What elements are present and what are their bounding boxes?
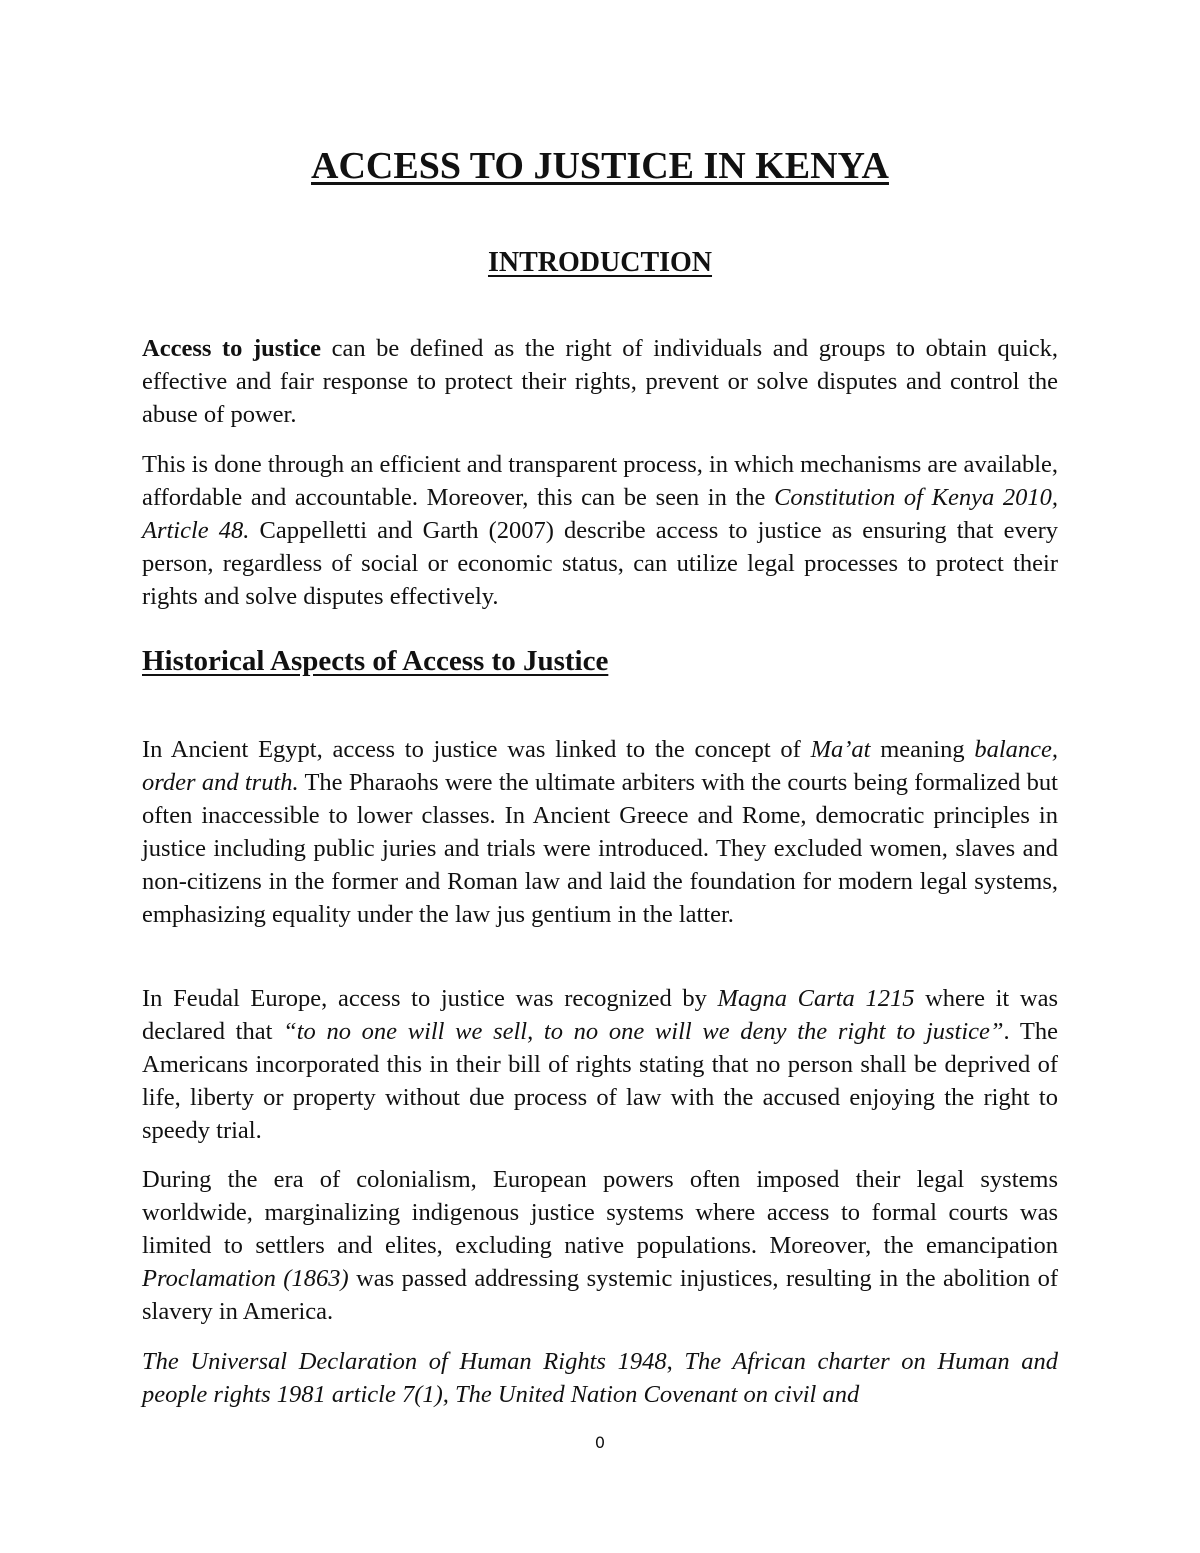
text-run: This is done through an efficient and transparent process, in which mechanisms are available, affordable and accountable. Moreover, this can be seen in the bbox=[142, 451, 1058, 511]
italic-citation: Magna Carta 1215 bbox=[717, 985, 915, 1012]
paragraph-process bbox=[142, 448, 1058, 613]
text-run: was passed addressing systemic injustices, resulting in the abolition of slavery in America. bbox=[142, 1265, 1058, 1325]
text-run: In Feudal Europe, access to justice was recognized by bbox=[142, 985, 718, 1012]
italic-citation: Constitution of Kenya 2010, Article 48. bbox=[142, 484, 1059, 544]
page-number: 0 bbox=[594, 1433, 606, 1452]
text-run: , bbox=[666, 1348, 685, 1375]
italic-citation: Proclamation (1863) bbox=[142, 1265, 349, 1292]
paragraph-declarations bbox=[142, 1345, 1058, 1411]
paragraph-definition bbox=[142, 332, 1058, 431]
text-run: In Ancient Egypt, access to justice was linked to the concept of bbox=[142, 736, 811, 763]
paragraph-ancient bbox=[142, 733, 1058, 931]
italic-citation: The African charter on Human and people rights 1981 article 7(1), The United Nation Covenant on civil and bbox=[142, 1348, 1059, 1408]
text-run: can be defined as the right of individuals and groups to obtain quick, effective and fair response to protect their rights, prevent or solve disputes and control the abuse of power. bbox=[142, 335, 1058, 428]
paragraph-colonialism bbox=[142, 1163, 1058, 1328]
italic-quote: “to no one will we sell, to no one will we deny the right to justice” bbox=[283, 1018, 1004, 1045]
italic-term: Ma’at bbox=[810, 736, 871, 763]
introduction-heading: INTRODUCTION bbox=[487, 247, 713, 278]
paragraph-feudal bbox=[142, 982, 1058, 1147]
bold-term: Access to justice bbox=[142, 335, 321, 362]
text-run: meaning bbox=[870, 736, 975, 763]
text-run: Cappelletti and Garth (2007) describe access to justice as ensuring that every person, regardless of social or economic status, can utilize legal processes to protect their rights and solve disputes effectively. bbox=[142, 517, 1058, 610]
text-run: . The Americans incorporated this in their bill of rights stating that no person shall be deprived of life, liberty or property without due process of law with the accused enjoying the right to speedy trial. bbox=[142, 1018, 1058, 1144]
text-run: where it was declared that bbox=[142, 985, 1058, 1045]
text-run: During the era of colonialism, European powers often imposed their legal systems worldwide, marginalizing indigenous justice systems where access to formal courts was limited to settlers and elites, excluding native populations. Moreover, the emancipation bbox=[142, 1166, 1058, 1259]
text-run: The Pharaohs were the ultimate arbiters with the courts being formalized but often inaccessible to lower classes. In Ancient Greece and Rome, democratic principles in justice including public juries and trials were introduced. They excluded women, slaves and non-citizens in the former and Roman law and laid the foundation for modern legal systems, emphasizing equality under the law jus gentium in the latter. bbox=[142, 769, 1058, 928]
italic-term: balance, order and truth. bbox=[142, 736, 1058, 796]
italic-citation: The Universal Declaration of Human Rights 1948 bbox=[142, 1348, 667, 1375]
history-heading: Historical Aspects of Access to Justice bbox=[142, 645, 609, 677]
document-title: ACCESS TO JUSTICE IN KENYA bbox=[311, 145, 889, 187]
